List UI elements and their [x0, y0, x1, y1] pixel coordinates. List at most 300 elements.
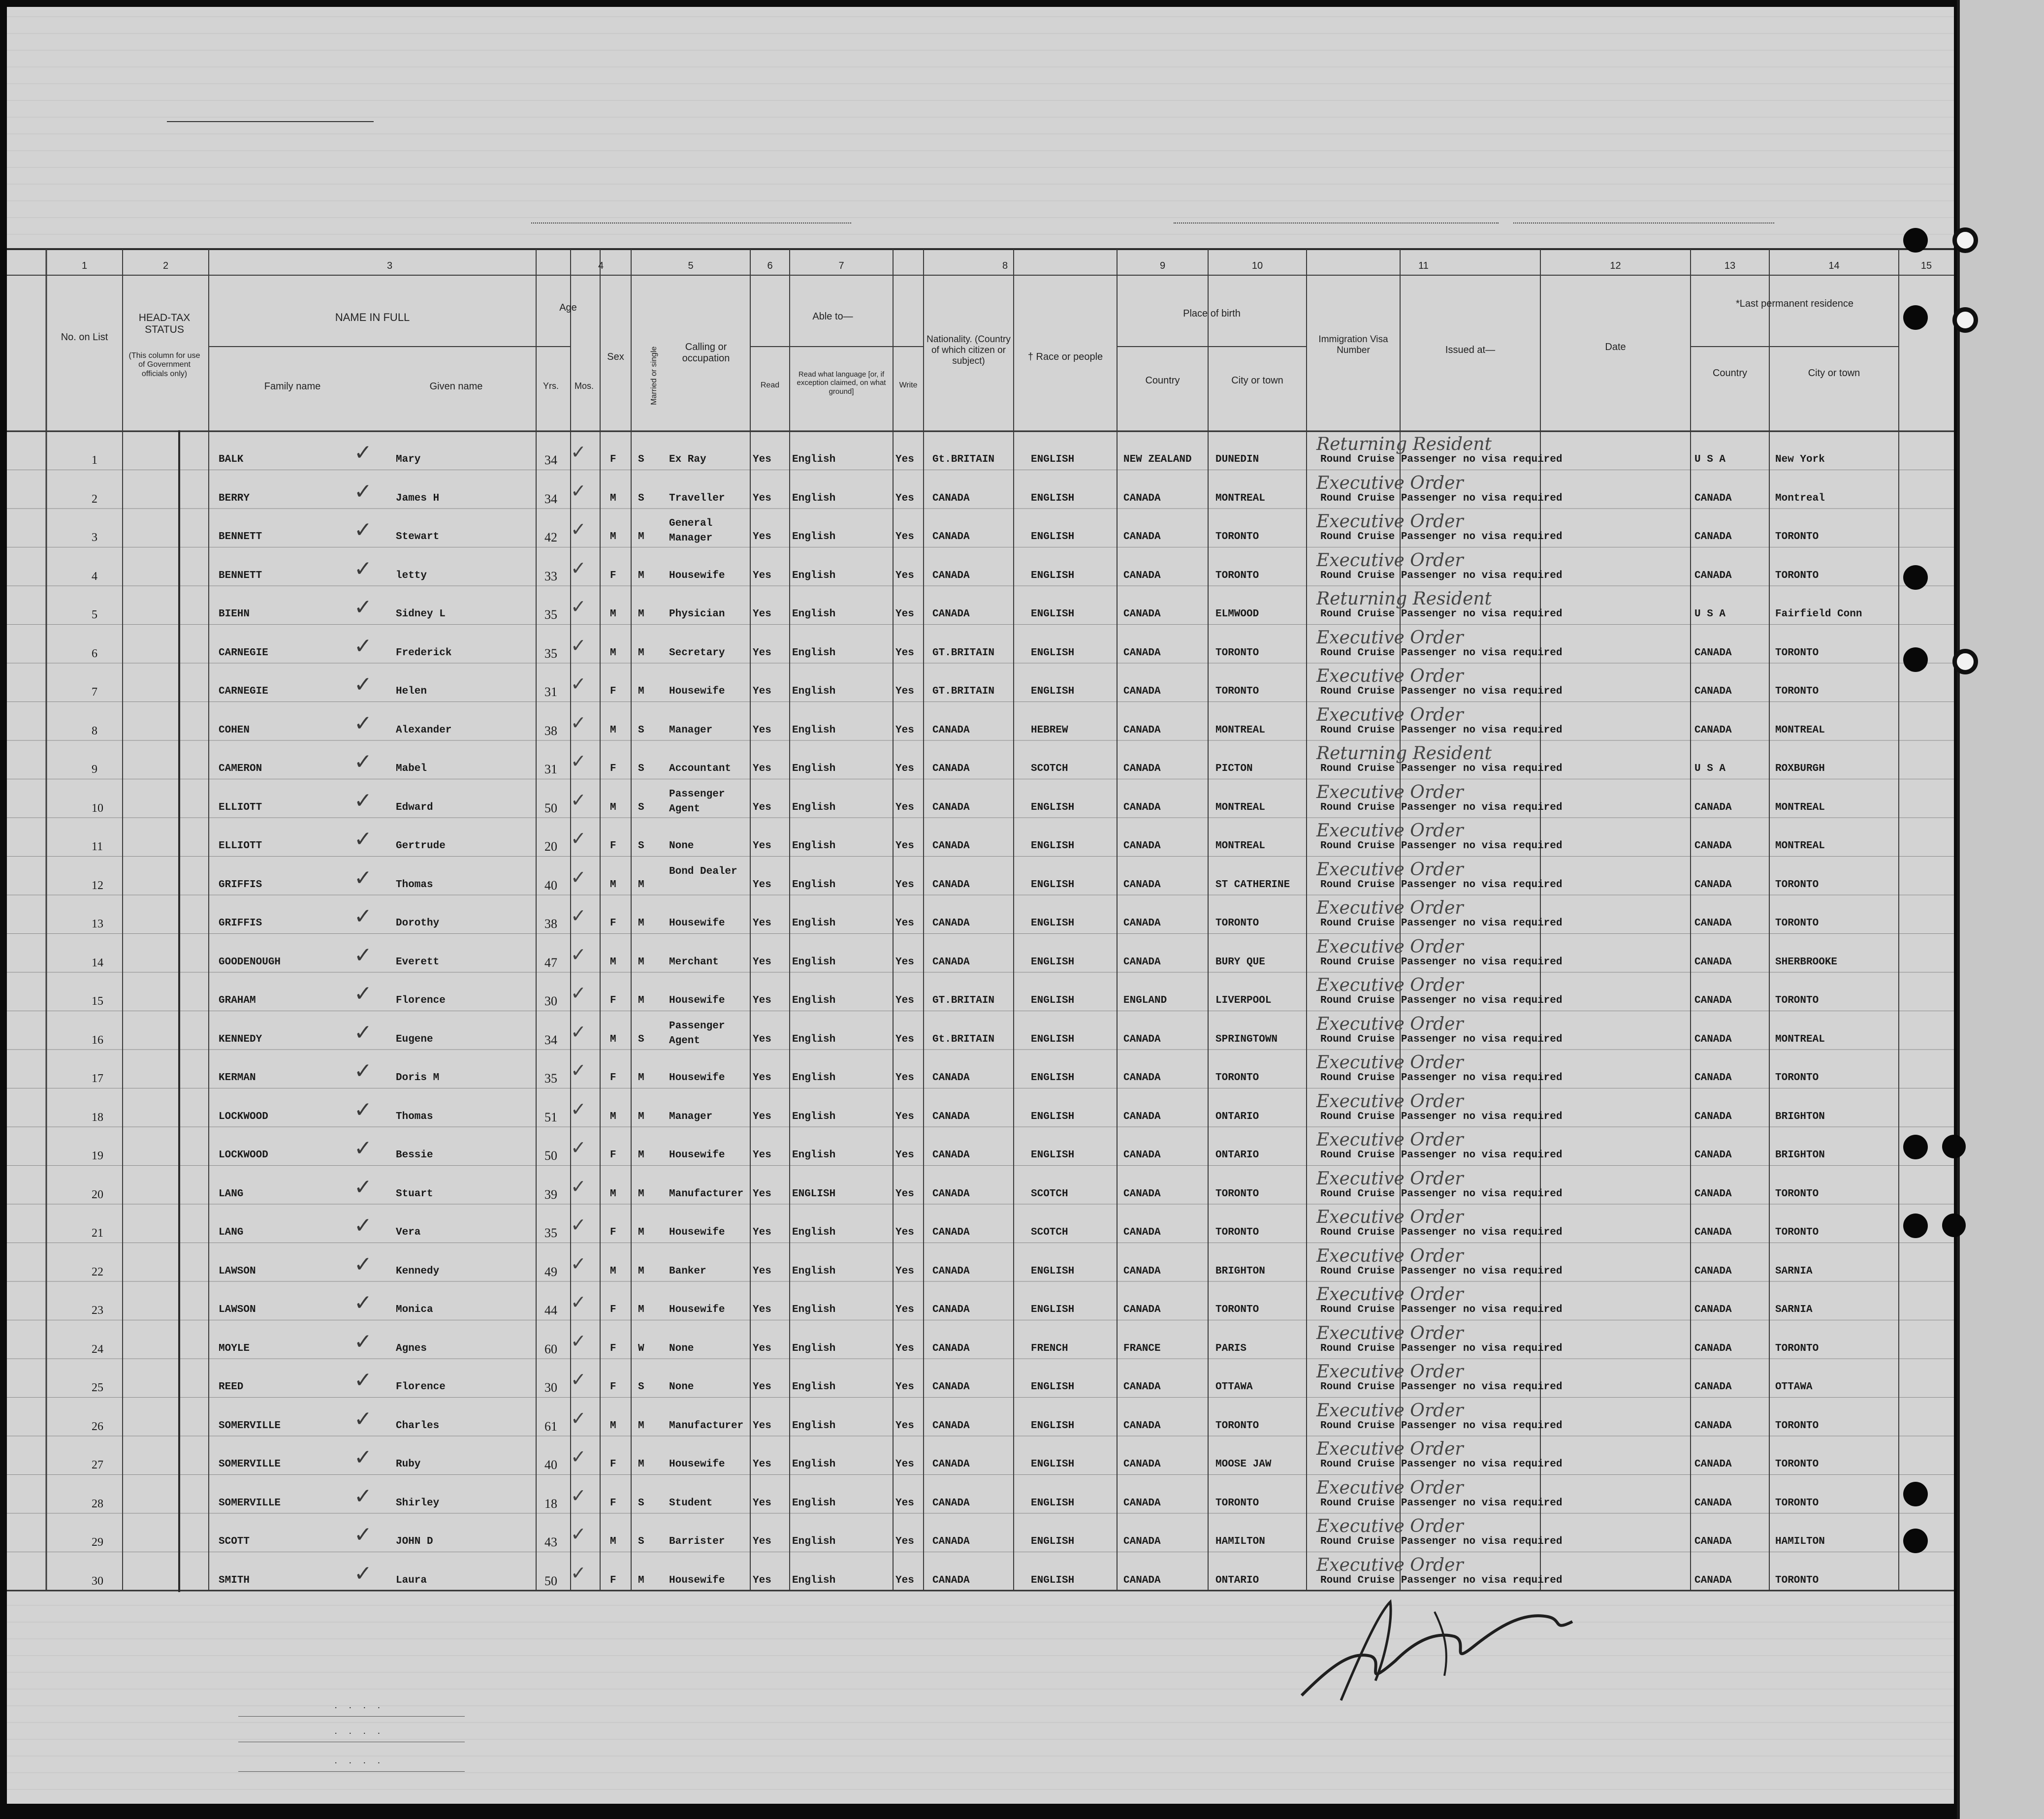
read-language: English: [792, 647, 836, 659]
residence-country: CANADA: [1694, 1459, 1732, 1470]
check-mark-icon: ✓: [354, 1058, 372, 1084]
sex: F: [610, 995, 616, 1006]
occupation: Barrister: [669, 1536, 725, 1547]
occupation: None: [669, 1342, 694, 1354]
age-years: 44: [544, 1303, 557, 1317]
sex: M: [610, 492, 616, 504]
read-language: English: [792, 801, 836, 813]
visa-handwritten-note: Executive Order: [1316, 1245, 1464, 1266]
family-name: COHEN: [219, 724, 250, 736]
race: ENGLISH: [1031, 1149, 1075, 1161]
residence-city: SARNIA: [1775, 1265, 1813, 1277]
residence-city: TORONTO: [1775, 1574, 1819, 1586]
check-mark-icon: ✓: [354, 981, 372, 1006]
sex: M: [610, 531, 616, 543]
birth-city: DUNEDIN: [1215, 454, 1259, 465]
visa-issued-note: Round Cruise Passenger no visa required: [1320, 1227, 1563, 1238]
can-read: Yes: [753, 1304, 771, 1315]
sex: M: [610, 956, 616, 968]
residence-country: CANADA: [1694, 724, 1732, 736]
visa-issued-note: Round Cruise Passenger no visa required: [1320, 1574, 1563, 1586]
residence-city: New York: [1775, 454, 1825, 465]
marital-status: S: [638, 1033, 644, 1045]
marital-status: M: [638, 879, 644, 891]
visa-handwritten-note: Executive Order: [1316, 1477, 1464, 1498]
row-number: 15: [92, 995, 103, 1008]
residence-city: TORONTO: [1775, 918, 1819, 929]
visa-handwritten-note: Executive Order: [1316, 627, 1464, 648]
header-nationality: Nationality. (Country of which citizen or subject): [926, 334, 1011, 366]
check-mark-icon: ✓: [571, 982, 586, 1004]
check-mark-icon: ✓: [354, 788, 372, 813]
nationality: CANADA: [932, 1227, 970, 1238]
sex: M: [610, 724, 616, 736]
age-years: 35: [544, 646, 557, 661]
header-no-on-list: No. on List: [61, 332, 108, 343]
visa-handwritten-note: Executive Order: [1316, 704, 1464, 725]
visa-issued-note: Round Cruise Passenger no visa required: [1320, 492, 1563, 504]
occupation: Passenger Agent: [669, 1020, 725, 1047]
occupation: Manager: [669, 1111, 713, 1122]
given-name: Edward: [396, 801, 433, 813]
visa-handwritten-note: Executive Order: [1316, 821, 1464, 841]
check-mark-icon: ✓: [571, 1484, 586, 1506]
visa-issued-note: Round Cruise Passenger no visa required: [1320, 1072, 1563, 1084]
read-language: English: [792, 1497, 836, 1509]
check-mark-icon: ✓: [354, 1368, 372, 1393]
birth-city: TORONTO: [1215, 647, 1259, 659]
row-number: 22: [92, 1265, 103, 1278]
column-number: 13: [1724, 260, 1736, 271]
column-number: 3: [386, 260, 393, 271]
occupation: None: [669, 840, 694, 852]
can-write: Yes: [895, 801, 914, 813]
birth-country: CANADA: [1123, 1459, 1161, 1470]
can-write: Yes: [895, 1033, 914, 1045]
marital-status: M: [638, 1304, 644, 1315]
given-name: Doris M: [396, 1072, 440, 1084]
birth-city: SPRINGTOWN: [1215, 1033, 1278, 1045]
marital-status: M: [638, 570, 644, 581]
punch-hole: [1952, 227, 1978, 253]
occupation: Housewife: [669, 570, 725, 581]
family-name: LOCKWOOD: [219, 1149, 268, 1161]
residence-country: CANADA: [1694, 1574, 1732, 1586]
birth-country: CANADA: [1123, 763, 1161, 774]
check-mark-icon: ✓: [571, 1137, 586, 1158]
visa-issued-note: Round Cruise Passenger no visa required: [1320, 454, 1563, 465]
sex: F: [610, 1227, 616, 1238]
marital-status: M: [638, 1188, 644, 1200]
marital-status: S: [638, 492, 644, 504]
residence-city: BRIGHTON: [1775, 1111, 1825, 1122]
marital-status: M: [638, 1149, 644, 1161]
residence-city: TORONTO: [1775, 1420, 1819, 1432]
punch-hole: [1903, 305, 1928, 330]
given-name: Frederick: [396, 647, 452, 659]
birth-city: TORONTO: [1215, 686, 1259, 697]
visa-issued-note: Round Cruise Passenger no visa required: [1320, 1111, 1563, 1122]
check-mark-icon: ✓: [571, 1330, 586, 1352]
can-write: Yes: [895, 840, 914, 852]
given-name: Monica: [396, 1304, 433, 1315]
residence-country: U S A: [1694, 454, 1726, 465]
can-write: Yes: [895, 1149, 914, 1161]
race: ENGLISH: [1031, 1265, 1075, 1277]
birth-country: CANADA: [1123, 1033, 1161, 1045]
can-write: Yes: [895, 879, 914, 891]
given-name: Agnes: [396, 1342, 427, 1354]
residence-city: TORONTO: [1775, 879, 1819, 891]
check-mark-icon: ✓: [354, 1097, 372, 1122]
birth-city: BURY QUE: [1215, 956, 1265, 968]
given-name: Florence: [396, 1381, 446, 1393]
row-number: 26: [92, 1420, 103, 1433]
visa-handwritten-note: Executive Order: [1316, 550, 1464, 571]
birth-country: CANADA: [1123, 1536, 1161, 1547]
family-name: BERRY: [219, 492, 250, 504]
check-mark-icon: ✓: [354, 1483, 372, 1509]
family-name: KENNEDY: [219, 1033, 262, 1045]
column-number: 2: [162, 260, 169, 271]
age-years: 38: [544, 917, 557, 931]
row-number: 19: [92, 1149, 103, 1162]
adjacent-page-edge: [1957, 0, 2044, 1819]
residence-city: TORONTO: [1775, 995, 1819, 1006]
row-number: 7: [92, 686, 97, 699]
row-number: 27: [92, 1459, 103, 1471]
visa-handwritten-note: Returning Resident: [1316, 589, 1492, 609]
family-name: SOMERVILLE: [219, 1420, 281, 1432]
visa-handwritten-note: Executive Order: [1316, 1014, 1464, 1034]
read-language: English: [792, 879, 836, 891]
given-name: letty: [396, 570, 427, 581]
visa-handwritten-note: Executive Order: [1316, 782, 1464, 802]
birth-city: TORONTO: [1215, 1227, 1259, 1238]
visa-issued-note: Round Cruise Passenger no visa required: [1320, 1420, 1563, 1432]
read-language: English: [792, 454, 836, 465]
race: ENGLISH: [1031, 1304, 1075, 1315]
birth-country: FRANCE: [1123, 1342, 1161, 1354]
nationality: CANADA: [932, 1459, 970, 1470]
birth-city: TORONTO: [1215, 1497, 1259, 1509]
read-language: English: [792, 531, 836, 543]
residence-city: MONTREAL: [1775, 801, 1825, 813]
sex: F: [610, 1459, 616, 1470]
row-number: 21: [92, 1227, 103, 1240]
marital-status: M: [638, 1265, 644, 1277]
visa-issued-note: Round Cruise Passenger no visa required: [1320, 1265, 1563, 1277]
given-name: Stewart: [396, 531, 440, 543]
nationality: CANADA: [932, 724, 970, 736]
visa-handwritten-note: Executive Order: [1316, 666, 1464, 686]
birth-city: TORONTO: [1215, 918, 1259, 929]
can-read: Yes: [753, 454, 771, 465]
residence-country: CANADA: [1694, 1497, 1732, 1509]
header-place-of-birth: Place of birth: [1183, 308, 1241, 319]
read-language: English: [792, 1536, 836, 1547]
birth-city: MOOSE JAW: [1215, 1459, 1272, 1470]
family-name: LANG: [219, 1227, 244, 1238]
birth-country: CANADA: [1123, 918, 1161, 929]
occupation: Manager: [669, 724, 713, 736]
header-mos: Mos.: [574, 381, 594, 391]
can-write: Yes: [895, 1227, 914, 1238]
occupation: Traveller: [669, 492, 725, 504]
read-language: English: [792, 1265, 836, 1277]
can-read: Yes: [753, 918, 771, 929]
birth-country: CANADA: [1123, 531, 1161, 543]
residence-country: CANADA: [1694, 956, 1732, 968]
age-years: 38: [544, 723, 557, 738]
visa-handwritten-note: Executive Order: [1316, 1516, 1464, 1536]
check-mark-icon: ✓: [571, 1175, 586, 1197]
check-mark-icon: ✓: [571, 1098, 586, 1120]
can-write: Yes: [895, 647, 914, 659]
check-mark-icon: ✓: [571, 943, 586, 965]
check-mark-icon: ✓: [354, 479, 372, 504]
birth-country: CANADA: [1123, 1420, 1161, 1432]
nationality: GT.BRITAIN: [932, 686, 995, 697]
occupation: Manufacturer: [669, 1188, 744, 1200]
residence-city: MONTREAL: [1775, 840, 1825, 852]
family-name: CARNEGIE: [219, 647, 268, 659]
header-write: Write: [899, 381, 918, 389]
nationality: CANADA: [932, 956, 970, 968]
occupation: Bond Dealer: [669, 865, 737, 877]
birth-city: ONTARIO: [1215, 1111, 1259, 1122]
header-res-country: Country: [1712, 368, 1748, 379]
birth-country: CANADA: [1123, 647, 1161, 659]
row-number: 25: [92, 1381, 103, 1394]
punch-hole: [1903, 1482, 1928, 1506]
nationality: CANADA: [932, 1188, 970, 1200]
given-name: Sidney L: [396, 608, 446, 620]
sex: F: [610, 918, 616, 929]
family-name: BENNETT: [219, 570, 262, 581]
sex: F: [610, 763, 616, 774]
age-years: 34: [544, 453, 557, 467]
read-language: English: [792, 1342, 836, 1354]
age-years: 34: [544, 1032, 557, 1047]
given-name: JOHN D: [396, 1536, 433, 1547]
punch-hole: [1942, 1135, 1966, 1158]
birth-city: HAMILTON: [1215, 1536, 1265, 1547]
can-read: Yes: [753, 840, 771, 852]
visa-issued-note: Round Cruise Passenger no visa required: [1320, 570, 1563, 581]
family-name: LOCKWOOD: [219, 1111, 268, 1122]
race: ENGLISH: [1031, 1072, 1075, 1084]
can-read: Yes: [753, 1072, 771, 1084]
read-language: ENGLISH: [792, 1188, 836, 1200]
total-passengers-line: [238, 1716, 465, 1717]
birth-city: TORONTO: [1215, 531, 1259, 543]
visa-handwritten-note: Executive Order: [1316, 1053, 1464, 1073]
marital-status: S: [638, 763, 644, 774]
birth-city: TORONTO: [1215, 1072, 1259, 1084]
check-mark-icon: ✓: [354, 1406, 372, 1432]
given-name: Gertrude: [396, 840, 446, 852]
occupation: Secretary: [669, 647, 725, 659]
read-language: English: [792, 840, 836, 852]
column-number: 10: [1251, 260, 1263, 271]
can-write: Yes: [895, 1072, 914, 1084]
given-name: Mabel: [396, 763, 427, 774]
nationality: GT.BRITAIN: [932, 647, 995, 659]
row-number: 2: [92, 492, 97, 506]
header-married: Married or single: [649, 346, 658, 405]
visa-issued-note: Round Cruise Passenger no visa required: [1320, 647, 1563, 659]
nationality: CANADA: [932, 918, 970, 929]
visa-handwritten-note: Executive Order: [1316, 898, 1464, 918]
check-mark-icon: ✓: [571, 1562, 586, 1584]
residence-city: BRIGHTON: [1775, 1149, 1825, 1161]
marital-status: M: [638, 956, 644, 968]
sex: M: [610, 1265, 616, 1277]
race: ENGLISH: [1031, 1420, 1075, 1432]
race: ENGLISH: [1031, 1033, 1075, 1045]
birth-country: CANADA: [1123, 956, 1161, 968]
given-name: Vera: [396, 1227, 421, 1238]
check-mark-icon: ✓: [571, 557, 586, 579]
residence-country: CANADA: [1694, 1149, 1732, 1161]
race: SCOTCH: [1031, 1188, 1068, 1200]
given-name: Dorothy: [396, 918, 440, 929]
age-years: 51: [544, 1110, 557, 1124]
head-tax-bracket-line: [178, 430, 180, 1592]
race: ENGLISH: [1031, 956, 1075, 968]
residence-city: TORONTO: [1775, 1497, 1819, 1509]
can-read: Yes: [753, 1536, 771, 1547]
nationality: CANADA: [932, 1574, 970, 1586]
sex: F: [610, 1497, 616, 1509]
check-mark-icon: ✓: [571, 905, 586, 926]
birth-city: ONTARIO: [1215, 1574, 1259, 1586]
given-name: Stuart: [396, 1188, 433, 1200]
nationality: CANADA: [932, 879, 970, 891]
read-language: English: [792, 995, 836, 1006]
race: ENGLISH: [1031, 570, 1075, 581]
visa-issued-note: Round Cruise Passenger no visa required: [1320, 840, 1563, 852]
row-number: 5: [92, 608, 97, 621]
age-years: 42: [544, 530, 557, 544]
sex: F: [610, 454, 616, 465]
birth-city: OTTAWA: [1215, 1381, 1253, 1393]
residence-country: CANADA: [1694, 1188, 1732, 1200]
residence-city: TORONTO: [1775, 1072, 1819, 1084]
check-mark-icon: ✓: [354, 865, 372, 891]
birth-city: PARIS: [1215, 1342, 1247, 1354]
visa-issued-note: Round Cruise Passenger no visa required: [1320, 1497, 1563, 1509]
visa-handwritten-note: Executive Order: [1316, 859, 1464, 880]
given-name: Helen: [396, 686, 427, 697]
visa-handwritten-note: Executive Order: [1316, 473, 1464, 493]
family-name: CARNEGIE: [219, 686, 268, 697]
can-read: Yes: [753, 763, 771, 774]
column-number: 7: [838, 260, 844, 271]
birth-country: CANADA: [1123, 492, 1161, 504]
visa-handwritten-note: Executive Order: [1316, 1091, 1464, 1112]
residence-city: TORONTO: [1775, 531, 1819, 543]
visa-handwritten-note: Executive Order: [1316, 1400, 1464, 1421]
visa-handwritten-note: Returning Resident: [1316, 743, 1492, 764]
residence-country: CANADA: [1694, 1536, 1732, 1547]
age-years: 50: [544, 1573, 557, 1588]
given-name: Florence: [396, 995, 446, 1006]
row-number: 23: [92, 1304, 103, 1317]
residence-city: HAMILTON: [1775, 1536, 1825, 1547]
marital-status: M: [638, 608, 644, 620]
check-mark-icon: ✓: [571, 673, 586, 695]
read-language: English: [792, 1072, 836, 1084]
family-name: LAWSON: [219, 1265, 256, 1277]
punch-hole: [1903, 647, 1928, 672]
can-write: Yes: [895, 1304, 914, 1315]
race: ENGLISH: [1031, 879, 1075, 891]
family-name: ELLIOTT: [219, 840, 262, 852]
birth-country: CANADA: [1123, 1188, 1161, 1200]
birth-city: MONTREAL: [1215, 801, 1265, 813]
age-years: 35: [544, 1226, 557, 1240]
sex: F: [610, 1304, 616, 1315]
occupation: Housewife: [669, 1227, 725, 1238]
visa-handwritten-note: Executive Order: [1316, 975, 1464, 995]
residence-city: ROXBURGH: [1775, 763, 1825, 774]
can-read: Yes: [753, 1149, 771, 1161]
age-years: 49: [544, 1264, 557, 1279]
can-write: Yes: [895, 995, 914, 1006]
family-name: GOODENOUGH: [219, 956, 281, 968]
aliens-line: [238, 1771, 465, 1772]
column-number: 9: [1159, 260, 1166, 271]
birth-city: TORONTO: [1215, 1304, 1259, 1315]
header-name-in-full: NAME IN FULL: [335, 311, 410, 323]
occupation: None: [669, 1381, 694, 1393]
check-mark-icon: ✓: [571, 518, 586, 540]
residence-country: U S A: [1694, 763, 1726, 774]
residence-country: CANADA: [1694, 570, 1732, 581]
can-write: Yes: [895, 454, 914, 465]
check-mark-icon: ✓: [571, 441, 586, 463]
nationality: CANADA: [932, 1149, 970, 1161]
race: HEBREW: [1031, 724, 1068, 736]
row-number: 30: [92, 1574, 103, 1588]
check-mark-icon: ✓: [354, 1329, 372, 1354]
occupation: Housewife: [669, 1304, 725, 1315]
occupation: Housewife: [669, 995, 725, 1006]
race: ENGLISH: [1031, 918, 1075, 929]
sex: F: [610, 570, 616, 581]
residence-city: TORONTO: [1775, 1459, 1819, 1470]
row-number: 10: [92, 801, 103, 815]
residence-country: CANADA: [1694, 840, 1732, 852]
column-number: 15: [1920, 260, 1932, 271]
header-age: Age: [559, 302, 577, 313]
given-name: Alexander: [396, 724, 452, 736]
age-years: 47: [544, 955, 557, 970]
residence-city: TORONTO: [1775, 1227, 1819, 1238]
race: ENGLISH: [1031, 1381, 1075, 1393]
can-read: Yes: [753, 1420, 771, 1432]
occupation: Housewife: [669, 686, 725, 697]
read-language: English: [792, 492, 836, 504]
check-mark-icon: ✓: [354, 633, 372, 659]
given-name: Laura: [396, 1574, 427, 1586]
read-language: English: [792, 1149, 836, 1161]
residence-country: CANADA: [1694, 1420, 1732, 1432]
check-mark-icon: ✓: [571, 1059, 586, 1081]
race: ENGLISH: [1031, 1574, 1075, 1586]
